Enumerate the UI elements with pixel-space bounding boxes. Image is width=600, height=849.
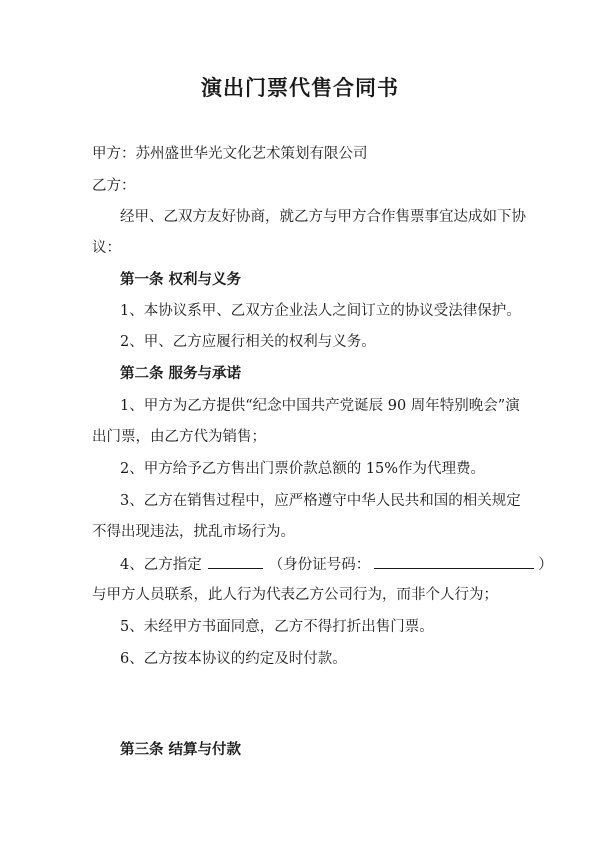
contact-name-blank [208, 554, 263, 569]
article2-item1-line1: 1、甲方为乙方提供“纪念中国共产党诞辰 90 周年特别晚会”演 [120, 398, 520, 414]
article1-item2: 2、甲、乙方应履行相关的权利与义务。 [120, 334, 376, 350]
article2-item5: 5、未经甲方书面同意，乙方不得打折出售门票。 [120, 619, 434, 635]
item4-id-label: （身份证号码： [268, 557, 371, 573]
article2-item1-line2: 出门票，由乙方代为销售； [92, 429, 266, 445]
party-b-line: 乙方： [92, 178, 136, 194]
party-a-line: 甲方：苏州盛世华光文化艺术策划有限公司 [92, 146, 368, 162]
article1-item1: 1、本协议系甲、乙双方企业法人之间订立的协议受法律保护。 [120, 303, 521, 319]
article3-heading: 第三条 结算与付款 [120, 741, 242, 758]
document-title: 演出门票代售合同书 [201, 75, 399, 100]
article2-item3-line2: 不得出现违法，扰乱市场行为。 [92, 524, 295, 540]
intro-paragraph-line1: 经甲、乙双方友好协商，就乙方与甲方合作售票事宜达成如下协 [120, 209, 526, 225]
article2-heading: 第二条 服务与承诺 [120, 365, 242, 382]
article2-item4-line2: 与甲方人员联系，此人行为代表乙方公司行为，而非个人行为； [92, 587, 498, 603]
id-number-blank [374, 554, 534, 569]
article1-heading: 第一条 权利与义务 [120, 271, 242, 288]
article2-item3-line1: 3、乙方在销售过程中，应严格遵守中华人民共和国的相关规定 [120, 493, 521, 509]
item4-close: ） [538, 557, 553, 573]
article2-item6: 6、乙方按本协议的约定及时付款。 [120, 651, 347, 667]
article2-item2: 2、甲方给予乙方售出门票价款总额的 15%作为代理费。 [120, 461, 486, 477]
article2-item4-line1 [120, 554, 553, 575]
item4-prefix: 4、乙方指定 [120, 557, 202, 573]
intro-paragraph-line2: 议： [92, 240, 121, 256]
